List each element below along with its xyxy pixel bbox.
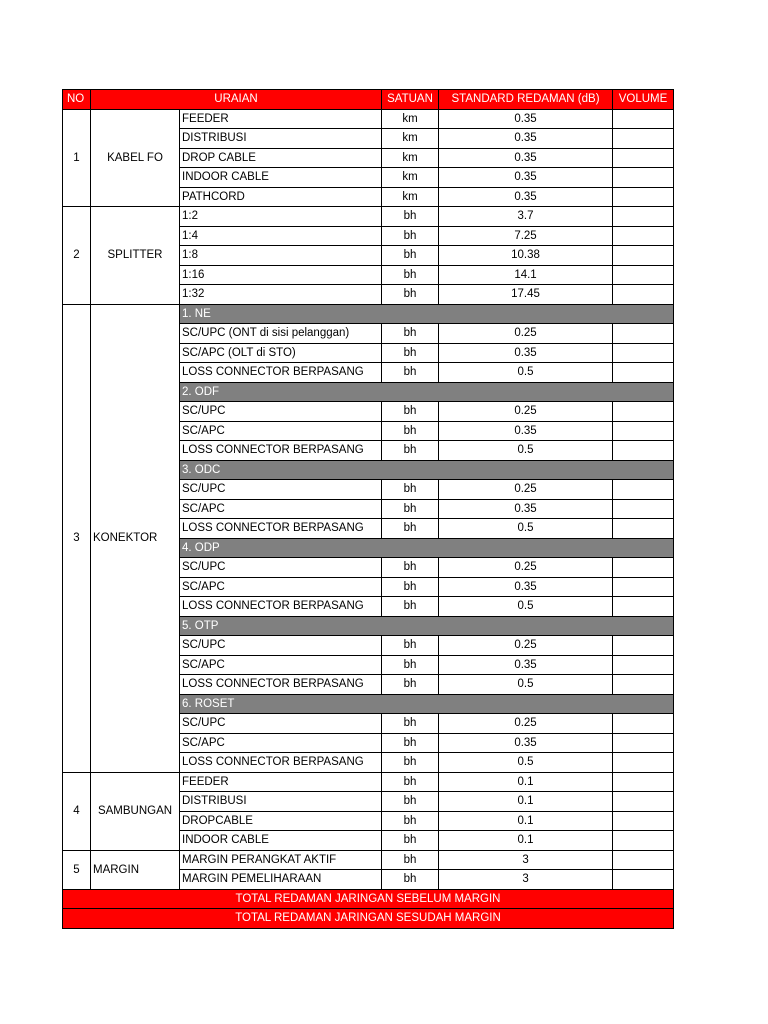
item-label: DISTRIBUSI	[180, 129, 382, 149]
unit-cell: bh	[382, 226, 439, 246]
volume-cell	[613, 558, 674, 578]
standard-value-cell: 0.5	[439, 441, 613, 461]
standard-value-cell: 0.25	[439, 714, 613, 734]
unit-cell: bh	[382, 519, 439, 539]
section-label: 4. ODP	[180, 538, 674, 558]
standard-value-cell: 0.5	[439, 675, 613, 695]
item-label: SC/APC	[180, 421, 382, 441]
group-name: KONEKTOR	[91, 304, 180, 772]
unit-cell: bh	[382, 363, 439, 383]
table-row	[63, 207, 674, 227]
item-label: LOSS CONNECTOR BERPASANG	[180, 441, 382, 461]
volume-cell	[613, 363, 674, 383]
standard-value-cell: 14.1	[439, 265, 613, 285]
total-label: TOTAL REDAMAN JARINGAN SEBELUM MARGIN	[63, 889, 674, 909]
unit-cell: bh	[382, 675, 439, 695]
unit-cell: bh	[382, 499, 439, 519]
item-label: LOSS CONNECTOR BERPASANG	[180, 675, 382, 695]
unit-cell: km	[382, 187, 439, 207]
standard-value-cell: 10.38	[439, 246, 613, 266]
unit-cell: bh	[382, 850, 439, 870]
volume-cell	[613, 655, 674, 675]
standard-value-cell: 0.5	[439, 363, 613, 383]
volume-cell	[613, 733, 674, 753]
section-label: 5. OTP	[180, 616, 674, 636]
volume-cell	[613, 441, 674, 461]
group-name: MARGIN	[91, 850, 180, 889]
item-label: SC/UPC (ONT di sisi pelanggan)	[180, 324, 382, 344]
item-label: SC/UPC	[180, 480, 382, 500]
item-label: DROP CABLE	[180, 148, 382, 168]
item-label: PATHCORD	[180, 187, 382, 207]
unit-cell: bh	[382, 714, 439, 734]
unit-cell: bh	[382, 343, 439, 363]
group-number: 2	[63, 207, 91, 305]
standard-value-cell: 0.1	[439, 772, 613, 792]
standard-value-cell: 0.35	[439, 421, 613, 441]
unit-cell: km	[382, 129, 439, 149]
header-row	[63, 90, 674, 110]
item-label: LOSS CONNECTOR BERPASANG	[180, 363, 382, 383]
unit-cell: bh	[382, 207, 439, 227]
standard-value-cell: 3	[439, 850, 613, 870]
unit-cell: bh	[382, 324, 439, 344]
volume-cell	[613, 421, 674, 441]
standard-value-cell: 0.25	[439, 402, 613, 422]
item-label: LOSS CONNECTOR BERPASANG	[180, 753, 382, 773]
item-label: INDOOR CABLE	[180, 831, 382, 851]
unit-cell: bh	[382, 597, 439, 617]
item-label: SC/APC	[180, 655, 382, 675]
unit-cell: bh	[382, 265, 439, 285]
group-name: SAMBUNGAN	[91, 772, 180, 850]
unit-cell: bh	[382, 480, 439, 500]
item-label: 1:8	[180, 246, 382, 266]
group-number: 5	[63, 850, 91, 889]
volume-cell	[613, 577, 674, 597]
unit-cell: bh	[382, 772, 439, 792]
volume-cell	[613, 831, 674, 851]
volume-cell	[613, 246, 674, 266]
standard-value-cell: 0.35	[439, 655, 613, 675]
header-no: NO	[63, 90, 91, 110]
volume-cell	[613, 636, 674, 656]
unit-cell: bh	[382, 285, 439, 305]
item-label: DROPCABLE	[180, 811, 382, 831]
item-label: MARGIN PERANGKAT AKTIF	[180, 850, 382, 870]
standard-value-cell: 0.35	[439, 577, 613, 597]
standard-value-cell: 17.45	[439, 285, 613, 305]
volume-cell	[613, 129, 674, 149]
item-label: SC/UPC	[180, 714, 382, 734]
standard-value-cell: 0.35	[439, 343, 613, 363]
standard-value-cell: 3.7	[439, 207, 613, 227]
standard-value-cell: 0.35	[439, 733, 613, 753]
volume-cell	[613, 850, 674, 870]
item-label: INDOOR CABLE	[180, 168, 382, 188]
item-label: 1:16	[180, 265, 382, 285]
volume-cell	[613, 870, 674, 890]
total-label: TOTAL REDAMAN JARINGAN SESUDAH MARGIN	[63, 909, 674, 929]
volume-cell	[613, 402, 674, 422]
section-label: 6. ROSET	[180, 694, 674, 714]
standard-value-cell: 0.35	[439, 168, 613, 188]
standard-value-cell: 0.35	[439, 109, 613, 129]
volume-cell	[613, 714, 674, 734]
total-row	[63, 909, 674, 929]
standard-value-cell: 0.1	[439, 792, 613, 812]
redaman-table	[62, 89, 674, 929]
item-label: SC/APC	[180, 499, 382, 519]
unit-cell: bh	[382, 421, 439, 441]
standard-value-cell: 3	[439, 870, 613, 890]
unit-cell: bh	[382, 441, 439, 461]
group-number: 4	[63, 772, 91, 850]
item-label: SC/APC (OLT di STO)	[180, 343, 382, 363]
section-label: 3. ODC	[180, 460, 674, 480]
table-body	[63, 109, 674, 928]
header-uraian: URAIAN	[91, 90, 382, 110]
volume-cell	[613, 265, 674, 285]
group-number: 3	[63, 304, 91, 772]
standard-value-cell: 0.25	[439, 324, 613, 344]
section-label: 1. NE	[180, 304, 674, 324]
standard-value-cell: 0.5	[439, 753, 613, 773]
standard-value-cell: 0.25	[439, 636, 613, 656]
standard-value-cell: 0.5	[439, 519, 613, 539]
unit-cell: km	[382, 109, 439, 129]
volume-cell	[613, 675, 674, 695]
item-label: 1:4	[180, 226, 382, 246]
standard-value-cell: 7.25	[439, 226, 613, 246]
standard-value-cell: 0.25	[439, 558, 613, 578]
unit-cell: bh	[382, 733, 439, 753]
unit-cell: bh	[382, 811, 439, 831]
item-label: FEEDER	[180, 109, 382, 129]
item-label: MARGIN PEMELIHARAAN	[180, 870, 382, 890]
volume-cell	[613, 343, 674, 363]
volume-cell	[613, 519, 674, 539]
group-number: 1	[63, 109, 91, 207]
table-row	[63, 772, 674, 792]
table-row	[63, 850, 674, 870]
section-row	[63, 304, 674, 324]
volume-cell	[613, 480, 674, 500]
unit-cell: bh	[382, 246, 439, 266]
unit-cell: km	[382, 168, 439, 188]
volume-cell	[613, 324, 674, 344]
section-label: 2. ODF	[180, 382, 674, 402]
item-label: SC/UPC	[180, 636, 382, 656]
standard-value-cell: 0.1	[439, 831, 613, 851]
volume-cell	[613, 168, 674, 188]
volume-cell	[613, 109, 674, 129]
volume-cell	[613, 753, 674, 773]
total-row	[63, 889, 674, 909]
item-label: SC/UPC	[180, 558, 382, 578]
standard-value-cell: 0.25	[439, 480, 613, 500]
volume-cell	[613, 499, 674, 519]
volume-cell	[613, 285, 674, 305]
group-name: KABEL FO	[91, 109, 180, 207]
unit-cell: bh	[382, 402, 439, 422]
volume-cell	[613, 811, 674, 831]
unit-cell: bh	[382, 636, 439, 656]
volume-cell	[613, 226, 674, 246]
item-label: FEEDER	[180, 772, 382, 792]
item-label: SC/APC	[180, 733, 382, 753]
unit-cell: bh	[382, 870, 439, 890]
standard-value-cell: 0.35	[439, 187, 613, 207]
volume-cell	[613, 187, 674, 207]
unit-cell: bh	[382, 753, 439, 773]
standard-value-cell: 0.5	[439, 597, 613, 617]
table-row	[63, 109, 674, 129]
item-label: 1:2	[180, 207, 382, 227]
standard-value-cell: 0.35	[439, 129, 613, 149]
unit-cell: bh	[382, 577, 439, 597]
header-volume: VOLUME	[613, 90, 674, 110]
item-label: 1:32	[180, 285, 382, 305]
unit-cell: bh	[382, 831, 439, 851]
unit-cell: km	[382, 148, 439, 168]
standard-value-cell: 0.35	[439, 148, 613, 168]
volume-cell	[613, 772, 674, 792]
item-label: SC/UPC	[180, 402, 382, 422]
unit-cell: bh	[382, 558, 439, 578]
item-label: SC/APC	[180, 577, 382, 597]
unit-cell: bh	[382, 655, 439, 675]
item-label: LOSS CONNECTOR BERPASANG	[180, 597, 382, 617]
volume-cell	[613, 597, 674, 617]
unit-cell: bh	[382, 792, 439, 812]
header-satuan: SATUAN	[382, 90, 439, 110]
item-label: DISTRIBUSI	[180, 792, 382, 812]
header-standard: STANDARD REDAMAN (dB)	[439, 90, 613, 110]
item-label: LOSS CONNECTOR BERPASANG	[180, 519, 382, 539]
volume-cell	[613, 207, 674, 227]
standard-value-cell: 0.1	[439, 811, 613, 831]
group-name: SPLITTER	[91, 207, 180, 305]
volume-cell	[613, 148, 674, 168]
standard-value-cell: 0.35	[439, 499, 613, 519]
volume-cell	[613, 792, 674, 812]
